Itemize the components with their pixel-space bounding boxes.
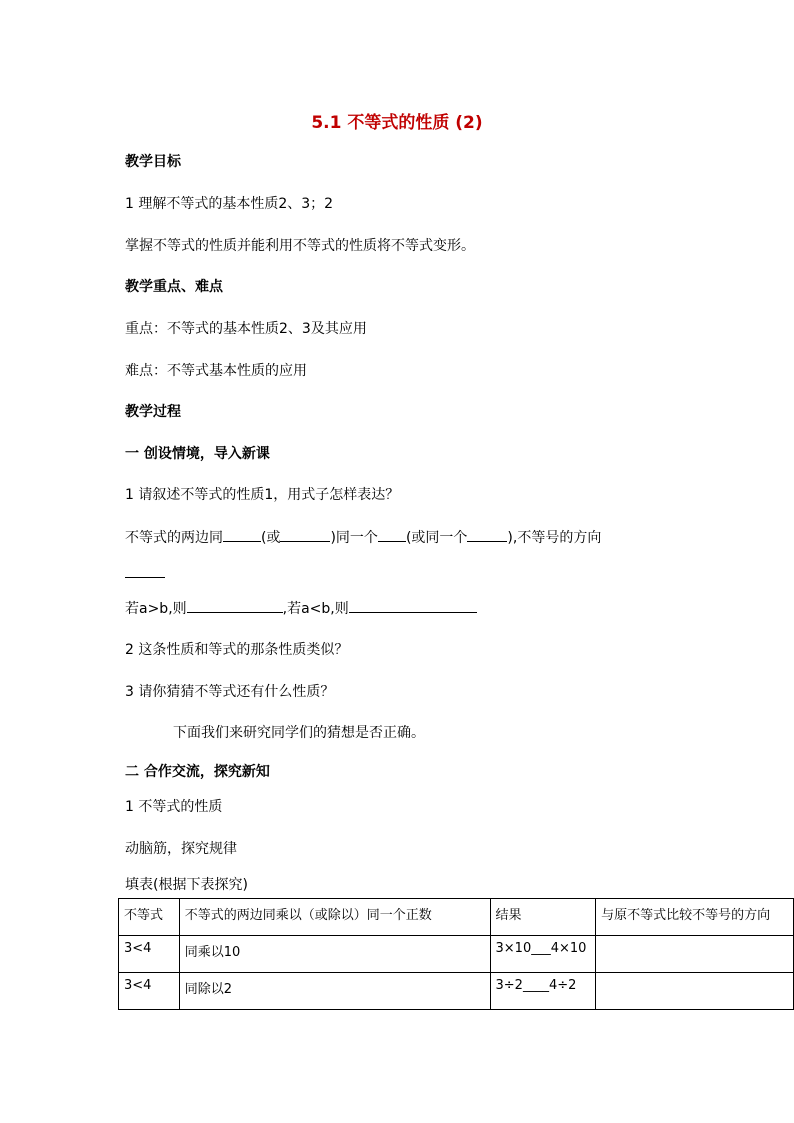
table-cell: 3<4: [119, 973, 180, 1010]
table-cell[interactable]: [596, 936, 794, 973]
part1-heading: 一 创设情境，导入新课: [125, 446, 270, 462]
fill1-text-c: )同一个: [330, 530, 378, 546]
table-cell: 同乘以10: [179, 936, 490, 973]
fill1-blank-2[interactable]: [280, 527, 330, 542]
table-row: [119, 936, 794, 973]
fill1-blank-3[interactable]: [378, 527, 406, 542]
fill2-blank-2[interactable]: [349, 598, 477, 613]
table-header-cell: 不等式: [119, 899, 180, 936]
subsection-1: 1 不等式的性质: [125, 799, 223, 815]
table-header-cell: 不等式的两边同乘以（或除以）同一个正数: [179, 899, 490, 936]
fill1-blank-1[interactable]: [223, 527, 261, 542]
fill2-text-a: 若a>b,则: [125, 601, 187, 617]
difficult-point: 难点：不等式基本性质的应用: [125, 363, 307, 379]
goal-1: 1 理解不等式的基本性质2、3；2: [125, 196, 334, 212]
fill2-blank-1[interactable]: [187, 598, 283, 613]
fill1-text-a: 不等式的两边同: [125, 530, 223, 546]
question-3-note: 下面我们来研究同学们的猜想是否正确。: [173, 725, 425, 741]
inequality-table: [118, 898, 794, 1010]
table-header-cell: 与原不等式比较不等号的方向: [596, 899, 794, 936]
question-1: 1 请叙述不等式的性质1，用式子怎样表达？: [125, 487, 400, 503]
table-cell: 3<4: [119, 936, 180, 973]
process-heading: 教学过程: [125, 404, 181, 420]
table-cell: 3÷2____4÷2: [490, 973, 596, 1010]
fill1-text-b: (或: [261, 530, 281, 546]
table-cell[interactable]: [596, 973, 794, 1010]
question-2: 2 这条性质和等式的那条性质类似？: [125, 642, 349, 658]
question-3: 3 请你猜猜不等式还有什么性质？: [125, 684, 335, 700]
table-row: [119, 973, 794, 1010]
key-heading: 教学重点、难点: [125, 279, 223, 295]
fill1-text-d: (或同一个: [405, 530, 468, 546]
part2-heading: 二 合作交流，探究新知: [125, 764, 270, 780]
fill2-text-b: ,若a<b,则: [282, 601, 349, 617]
table-cell: 同除以2: [179, 973, 490, 1010]
fill1-blank-4[interactable]: [467, 527, 507, 542]
goal-2: 掌握不等式的性质并能利用不等式的性质将不等式变形。: [125, 238, 475, 254]
fill-in-sentence-1: [125, 527, 601, 548]
table-caption: 填表(根据下表探究): [125, 877, 248, 893]
table-header-row: [119, 899, 794, 936]
table-cell: 3×10___4×10: [490, 936, 596, 973]
fill-in-sentence-2: [125, 598, 477, 619]
page-title: 5.1 不等式的性质 (2): [311, 113, 483, 133]
fill1-blank-5[interactable]: [125, 563, 165, 578]
fill1-text-e: ),不等号的方向: [507, 530, 602, 546]
fill1-continuation: [125, 563, 165, 584]
key-point: 重点：不等式的基本性质2、3及其应用: [125, 321, 367, 337]
table-header-cell: 结果: [490, 899, 596, 936]
subsection-2: 动脑筋，探究规律: [125, 841, 237, 857]
goals-heading: 教学目标: [125, 154, 181, 170]
